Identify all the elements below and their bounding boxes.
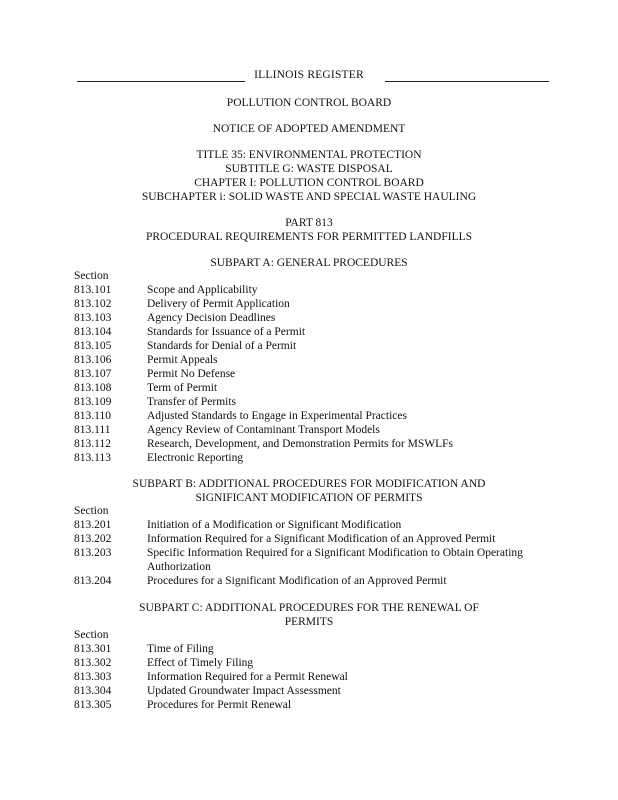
table-row xyxy=(0,311,618,325)
section-title: Information Required for a Permit Renewal xyxy=(147,671,348,683)
table-row xyxy=(0,684,618,698)
section-title: Delivery of Permit Application xyxy=(147,298,290,310)
section-number: 813.204 xyxy=(74,575,112,587)
table-row xyxy=(0,698,618,712)
section-number: 813.301 xyxy=(74,643,112,655)
section-number: 813.203 xyxy=(74,547,112,559)
table-row xyxy=(0,437,618,451)
table-row xyxy=(0,546,618,560)
section-number: 813.302 xyxy=(74,657,112,669)
section-label: Section xyxy=(74,505,109,517)
register-title: ILLINOIS REGISTER xyxy=(254,69,364,81)
subchapter-line: SUBCHAPTER i: SOLID WASTE AND SPECIAL WASTE HAULING xyxy=(141,191,477,203)
subtitle-line: SUBTITLE G: WASTE DISPOSAL xyxy=(225,163,393,175)
chapter-line: CHAPTER I: POLLUTION CONTROL BOARD xyxy=(194,177,424,189)
table-row xyxy=(0,409,618,423)
table-row xyxy=(0,339,618,353)
table-row xyxy=(0,381,618,395)
table-row xyxy=(0,367,618,381)
section-title: Information Required for a Significant Modification of an Approved Permit xyxy=(147,533,496,545)
section-title-continuation: Authorization xyxy=(147,561,211,573)
section-number: 813.107 xyxy=(74,368,112,380)
section-title: Research, Development, and Demonstration Permits for MSWLFs xyxy=(147,438,453,450)
section-number: 813.105 xyxy=(74,340,112,352)
table-row xyxy=(0,518,618,532)
section-label: Section xyxy=(74,629,109,641)
subpart-a-heading: SUBPART A: GENERAL PROCEDURES xyxy=(210,257,408,269)
section-title: Electronic Reporting xyxy=(147,452,244,464)
section-title: Standards for Issuance of a Permit xyxy=(147,326,306,338)
subpart-c-heading-line2: PERMITS xyxy=(284,616,334,628)
section-number: 813.109 xyxy=(74,396,112,408)
table-row xyxy=(0,532,618,546)
table-row xyxy=(0,353,618,367)
table-row xyxy=(0,325,618,339)
table-row xyxy=(0,670,618,684)
running-header xyxy=(0,68,618,82)
section-number: 813.110 xyxy=(74,410,111,422)
table-row xyxy=(0,451,618,465)
section-number: 813.103 xyxy=(74,312,112,324)
table-row xyxy=(0,574,618,588)
table-row xyxy=(0,297,618,311)
header-rule-right xyxy=(385,81,549,82)
section-number: 813.101 xyxy=(74,284,112,296)
section-title: Transfer of Permits xyxy=(147,396,237,408)
board-name: POLLUTION CONTROL BOARD xyxy=(226,97,392,109)
section-title: Specific Information Required for a Significant Modification to Obtain Operating xyxy=(147,547,523,559)
table-row xyxy=(0,423,618,437)
subpart-c-heading-line1: SUBPART C: ADDITIONAL PROCEDURES FOR THE RENEWAL OF xyxy=(139,602,479,614)
section-title: Standards for Denial of a Permit xyxy=(147,340,297,352)
section-title: Procedures for a Significant Modification of an Approved Permit xyxy=(147,575,447,587)
table-row xyxy=(0,395,618,409)
table-row xyxy=(0,656,618,670)
subpart-b-heading-line2: SIGNIFICANT MODIFICATION OF PERMITS xyxy=(195,492,423,504)
section-title: Permit Appeals xyxy=(147,354,218,366)
section-number: 813.201 xyxy=(74,519,112,531)
part-number: PART 813 xyxy=(285,217,333,229)
subpart-c-heading xyxy=(100,601,518,629)
section-title: Term of Permit xyxy=(147,382,218,394)
section-number: 813.303 xyxy=(74,671,112,683)
section-title: Agency Decision Deadlines xyxy=(147,312,276,324)
notice-title: NOTICE OF ADOPTED AMENDMENT xyxy=(212,123,406,135)
section-number: 813.112 xyxy=(74,438,111,450)
section-number: 813.102 xyxy=(74,298,112,310)
section-title: Initiation of a Modification or Significant Modification xyxy=(147,519,402,531)
subpart-b-heading-line1: SUBPART B: ADDITIONAL PROCEDURES FOR MODIFICATION AND xyxy=(132,478,486,490)
table-row xyxy=(0,642,618,656)
section-number: 813.113 xyxy=(74,452,111,464)
section-title: Effect of Timely Filing xyxy=(147,657,254,669)
section-title: Agency Review of Contaminant Transport Models xyxy=(147,424,380,436)
subpart-b-heading xyxy=(100,477,518,505)
section-number: 813.104 xyxy=(74,326,112,338)
section-title: Time of Filing xyxy=(147,643,214,655)
section-title: Scope and Applicability xyxy=(147,284,258,296)
table-row-continuation xyxy=(0,560,618,574)
section-title: Updated Groundwater Impact Assessment xyxy=(147,685,341,697)
section-label: Section xyxy=(74,270,109,282)
section-number: 813.305 xyxy=(74,699,112,711)
section-number: 813.108 xyxy=(74,382,112,394)
section-title: Adjusted Standards to Engage in Experimental Practices xyxy=(147,410,407,422)
section-number: 813.106 xyxy=(74,354,112,366)
section-title: Procedures for Permit Renewal xyxy=(147,699,292,711)
title-line: TITLE 35: ENVIRONMENTAL PROTECTION xyxy=(196,149,422,161)
section-number: 813.202 xyxy=(74,533,112,545)
section-number: 813.111 xyxy=(74,424,111,436)
section-title: Permit No Defense xyxy=(147,368,236,380)
part-name: PROCEDURAL REQUIREMENTS FOR PERMITTED LANDFILLS xyxy=(145,231,473,243)
section-number: 813.304 xyxy=(74,685,112,697)
table-row xyxy=(0,283,618,297)
